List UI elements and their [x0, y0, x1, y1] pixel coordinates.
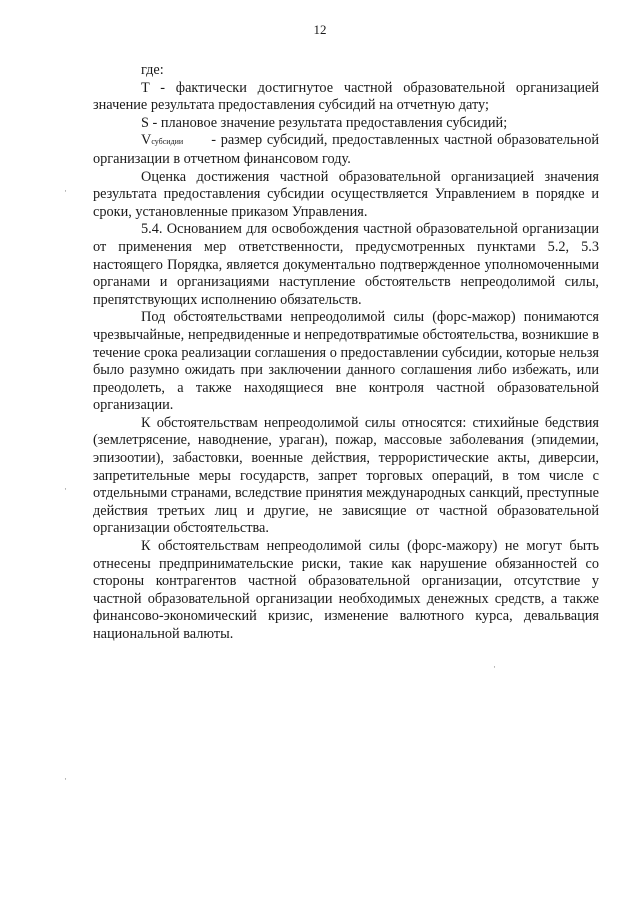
- paragraph-force-majeure-definition: Под обстоятельствами непреодолимой силы (форс-мажор) понимаются чрезвычайные, непредвиденные и непредотвратимые обстоятельства, возникшие в течение срока реализации соглашения о предоставлении субсидии, которые нельзя было разумно ожидать при заключении данного соглашения либо избежать, или преодолеть, а также находящиеся вне контроля частной образовательной организации.: [93, 309, 599, 414]
- scan-mark: ·: [64, 186, 67, 196]
- paragraph-assessment: Оценка достижения частной образовательной организацией значения результата предоставления субсидии осуществляется Управлением в порядке и сроки, установленные приказом Управления.: [93, 168, 599, 220]
- paragraph-force-majeure-list: К обстоятельствам непреодолимой силы относятся: стихийные бедствия (землетрясение, наводнение, ураган), пожар, массовые заболевания (эпидемии, эпизоотии), забастовки, военные действия, террористические акты, диверсии, запретительные меры государств, запрет торговых операций, в том числе с отдельными странами, вследствие принятия международных санкций, преступные действия третьих лиц и другие, не зависящие от частной образовательной организации обстоятельства.: [93, 414, 599, 537]
- definition-s: S - плановое значение результата предоставления субсидий;: [141, 114, 508, 131]
- variable-v: V: [141, 132, 152, 149]
- paragraph-5-4: 5.4. Основанием для освобождения частной образовательной организации от применения мер ответственности, предусмотренных пунктами 5.2, 5.3 настоящего Порядка, является документально подтвержденное уполномоченными органами и организациями наступление обстоятельств непреодолимой силы, препятствующих исполнению обязательств.: [93, 221, 599, 308]
- scan-mark: ·: [493, 662, 496, 672]
- scan-mark: ·: [64, 774, 67, 784]
- definition-t: T - фактически достигнутое частной образовательной организацией значение результата предоставления субсидий на отчетную дату;: [93, 79, 599, 114]
- scan-mark: ·: [64, 484, 67, 494]
- paragraph-not-force-majeure: К обстоятельствам непреодолимой силы (форс-мажору) не могут быть отнесены предпринимательские риски, такие как нарушение обязанностей со стороны контрагентов частной образовательной организации, отсутствие у частной образовательной организации необходимых денежных средств, а также финансово-экономический кризис, изменение валютного курса, девальвация национальной валюты.: [93, 538, 599, 642]
- document-body: [93, 62, 599, 644]
- definition-v: [93, 132, 599, 168]
- definition-v-text: - размер субсидий, предоставленных частной образовательной организации в отчетном финансовом году.: [93, 132, 599, 167]
- page-number: 12: [313, 22, 327, 37]
- variable-v-subscript: субсидии: [151, 137, 184, 147]
- intro-where: где:: [141, 62, 164, 78]
